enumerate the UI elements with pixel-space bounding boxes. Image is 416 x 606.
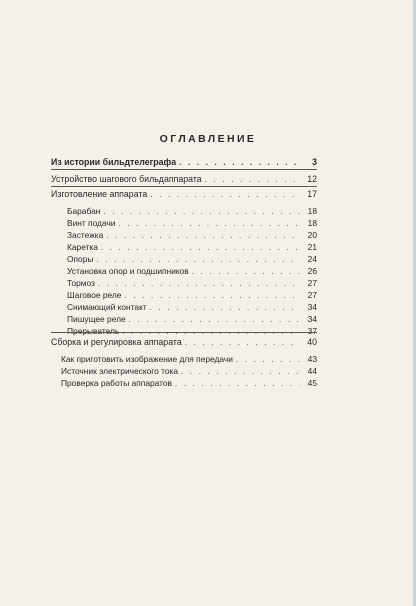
toc-entry-label: Прерыватель [67, 326, 120, 336]
toc-entry-page: 44 [307, 366, 317, 376]
toc-entry-label: Сборка и регулировка аппарата [51, 337, 182, 347]
toc-entry-page: 26 [307, 266, 317, 276]
toc-entry-label: Винт подачи [67, 218, 116, 228]
toc-entry-page: 40 [307, 337, 317, 347]
toc-entry-label: Изготовление аппарата [51, 189, 148, 199]
toc-entry-page: 18 [307, 218, 317, 228]
toc-entry-label: Установка опор и подшипников [67, 266, 189, 276]
toc-entry-label: Шаговое реле [67, 290, 122, 300]
toc-entry-page: 12 [307, 174, 317, 184]
toc-entry-page: 45 [307, 378, 317, 388]
toc-entry-label: Пишущее реле [67, 314, 126, 324]
toc-entry-label: Источник электрического тока [61, 366, 179, 376]
dot-leader [205, 174, 300, 186]
toc-entry [51, 173, 317, 186]
toc-entry-page: 20 [307, 230, 317, 240]
toc-entry [61, 377, 317, 390]
toc-entry-label: Застежка [67, 230, 104, 240]
toc-entry-page: 27 [307, 278, 317, 288]
divider [51, 186, 317, 187]
divider [51, 332, 317, 333]
toc-entry-label: Тормоз [67, 278, 95, 288]
dot-leader [185, 337, 300, 349]
toc-entry-page: 43 [307, 354, 317, 364]
toc-entry-label: Проверка работы аппаратов [61, 378, 172, 388]
toc-entry-label: Снимающий контакт [67, 302, 147, 312]
toc-entry-page: 3 [312, 157, 317, 167]
dot-leader [179, 157, 300, 169]
toc-entry-label: Устройство шагового бильдаппарата [51, 174, 202, 184]
toc-entry-label: Каретка [67, 242, 98, 252]
toc-entry-page: 34 [307, 314, 317, 324]
dot-leader [150, 189, 300, 201]
toc-entry-page: 27 [307, 290, 317, 300]
toc-entry-label: Как приготовить изображение для передачи [61, 354, 233, 364]
toc-entry-page: 17 [307, 189, 317, 199]
toc-entry [51, 336, 317, 349]
divider [51, 169, 317, 170]
toc-entry-label: Опоры [67, 254, 94, 264]
toc-entry-page: 18 [307, 206, 317, 216]
page-title: ОГЛАВЛЕНИЕ [159, 133, 257, 145]
toc-entry-label: Из истории бильдтелеграфа [51, 157, 177, 167]
toc-entry-page: 24 [307, 254, 317, 264]
toc-entry [51, 156, 317, 169]
toc-entry-label: Барабан [67, 206, 101, 216]
dot-leader [175, 378, 300, 390]
toc-entry-page: 21 [307, 242, 317, 252]
toc-entry-page: 34 [307, 302, 317, 312]
toc-entry-page: 37 [307, 326, 317, 336]
toc-entry [51, 188, 317, 201]
